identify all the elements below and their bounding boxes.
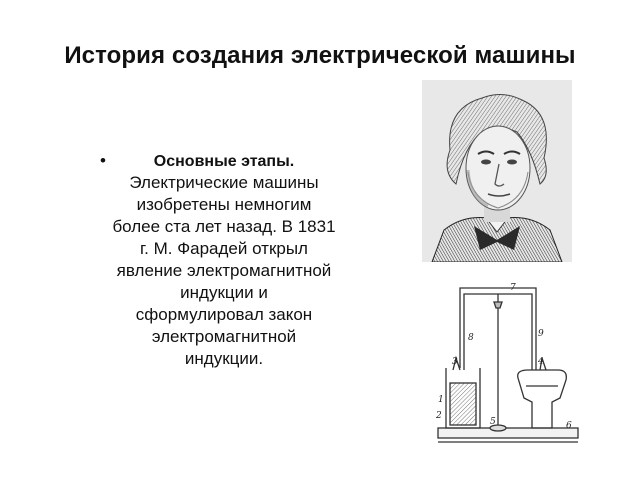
bullet-item: [100, 150, 348, 172]
body-line: г. М. Фарадей открыл: [140, 239, 308, 258]
slide-title: История создания электрической машины: [64, 42, 576, 69]
body-line: изобретены немногим: [136, 195, 312, 214]
bullet-marker: •: [100, 151, 106, 170]
body-line: более ста лет назад. В 1831: [112, 217, 336, 236]
bullet-heading: Основные этапы.: [153, 153, 295, 170]
apparatus-label: 8: [468, 333, 474, 343]
body-line: индукции.: [184, 349, 264, 368]
apparatus-label: 9: [538, 329, 544, 339]
apparatus-image: [408, 278, 588, 462]
portrait-engraving-icon: [422, 80, 572, 262]
apparatus-label: 4: [538, 357, 544, 367]
apparatus-label: 7: [510, 283, 516, 293]
portrait-image: [422, 80, 572, 262]
faraday-apparatus-drawing-icon: [408, 278, 588, 462]
body-line: Электрические машины: [129, 173, 319, 192]
body-line: явление электромагнитной: [116, 261, 332, 280]
body-line: индукции и: [180, 283, 268, 302]
body-line: сформулировал закон: [135, 305, 313, 324]
apparatus-label: 2: [436, 411, 442, 421]
apparatus-label: 6: [566, 421, 572, 431]
apparatus-label: 5: [490, 417, 496, 427]
apparatus-label: 1: [438, 395, 444, 405]
body-line: электромагнитной: [151, 327, 297, 346]
bullet-content: [100, 150, 348, 370]
apparatus-label: 3: [452, 357, 458, 367]
